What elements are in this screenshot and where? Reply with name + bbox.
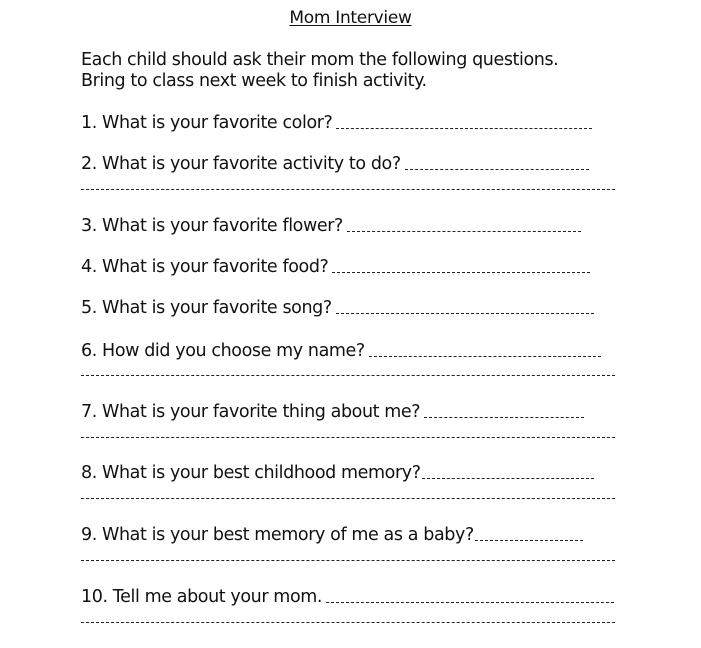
question-7 bbox=[81, 401, 584, 423]
title-text: Mom Interview bbox=[289, 8, 412, 28]
question-10-text: 10. Tell me about your mom. bbox=[81, 587, 323, 607]
question-3 bbox=[81, 215, 581, 237]
answer-blank bbox=[424, 417, 584, 418]
answer-line bbox=[81, 498, 615, 499]
question-1-text: 1. What is your favorite color? bbox=[81, 113, 333, 133]
answer-blank bbox=[369, 356, 601, 357]
answer-blank bbox=[336, 313, 594, 314]
question-8-text: 8. What is your best childhood memory? bbox=[81, 463, 421, 483]
question-5 bbox=[81, 297, 594, 319]
question-10 bbox=[81, 586, 614, 608]
question-6 bbox=[81, 340, 601, 362]
answer-line bbox=[81, 189, 615, 190]
answer-blank bbox=[336, 128, 592, 129]
question-4-text: 4. What is your favorite food? bbox=[81, 257, 329, 277]
answer-blank bbox=[326, 602, 614, 603]
question-2-text: 2. What is your favorite activity to do? bbox=[81, 154, 401, 174]
instructions-line-1: Each child should ask their mom the following questions. bbox=[81, 50, 559, 70]
instructions-line-2: Bring to class next week to finish activity. bbox=[81, 71, 427, 91]
answer-line bbox=[81, 560, 615, 561]
answer-blank bbox=[347, 231, 581, 232]
question-1 bbox=[81, 112, 592, 134]
question-6-text: 6. How did you choose my name? bbox=[81, 341, 365, 361]
answer-line bbox=[81, 437, 615, 438]
question-7-text: 7. What is your favorite thing about me? bbox=[81, 402, 421, 422]
question-5-text: 5. What is your favorite song? bbox=[81, 298, 332, 318]
question-8 bbox=[81, 462, 594, 484]
answer-blank bbox=[405, 169, 589, 170]
question-2 bbox=[81, 153, 589, 175]
answer-blank bbox=[475, 540, 583, 541]
question-9 bbox=[81, 524, 583, 546]
page-title bbox=[0, 8, 701, 28]
question-3-text: 3. What is your favorite flower? bbox=[81, 216, 343, 236]
instructions bbox=[81, 50, 558, 92]
question-4 bbox=[81, 256, 590, 278]
answer-blank bbox=[332, 272, 590, 273]
answer-line bbox=[81, 622, 615, 623]
answer-blank bbox=[422, 478, 594, 479]
question-9-text: 9. What is your best memory of me as a baby? bbox=[81, 525, 474, 545]
answer-line bbox=[81, 375, 615, 376]
